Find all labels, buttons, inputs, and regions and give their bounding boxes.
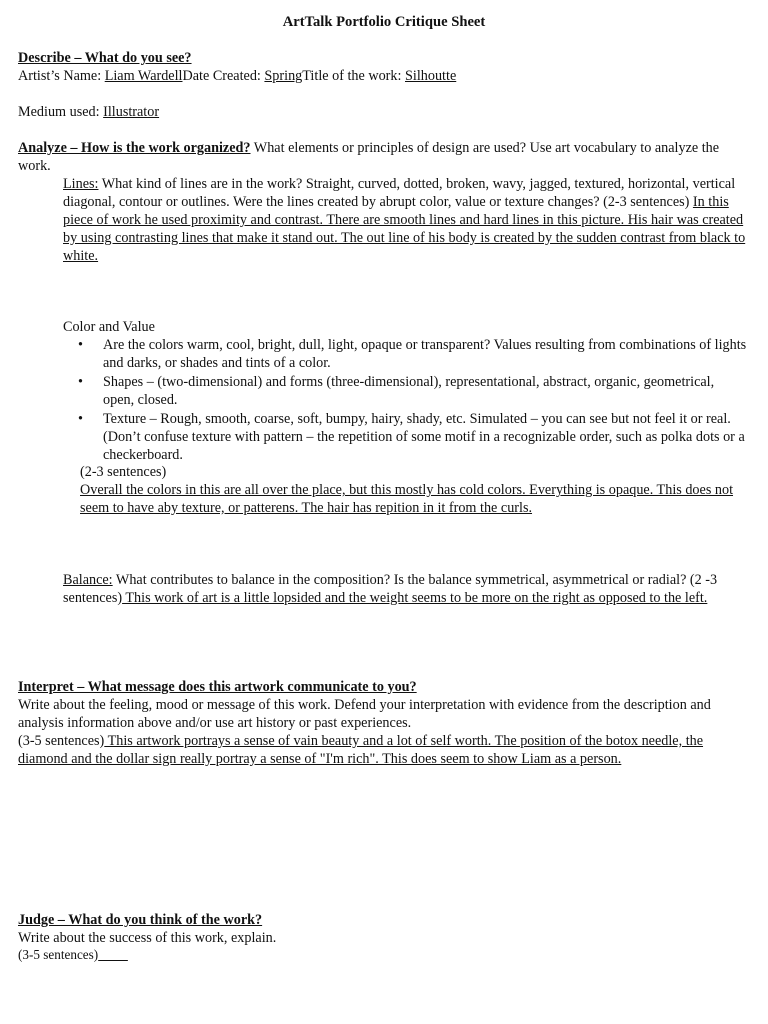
list-item: • Are the colors warm, cool, bright, dull, light, opaque or transparent? Values resulting from combinations of lights and darks, or shades and tints of a color. bbox=[78, 337, 747, 371]
work-title-value: Silhoutte bbox=[405, 68, 457, 84]
medium-label: Medium used: bbox=[18, 104, 100, 120]
analyze-section bbox=[18, 139, 748, 175]
interpret-heading: Interpret – What message does this artwork communicate to you? bbox=[18, 679, 417, 695]
judge-heading: Judge – What do you think of the work? bbox=[18, 912, 263, 928]
bullet-icon: • bbox=[78, 411, 83, 427]
bullet-icon: • bbox=[78, 337, 83, 353]
judge-prompt: Write about the success of this work, explain. bbox=[18, 930, 277, 946]
list-item: • Shapes – (two-dimensional) and forms (three-dimensional), representational, abstract, organic, geometrical, open, closed. bbox=[78, 374, 715, 408]
page-title: ArtTalk Portfolio Critique Sheet bbox=[282, 14, 486, 30]
interpret-answer: This artwork portrays a sense of vain beauty and a lot of self worth. The position of the botox needle, the diamond and the dollar sign really portray a sense of "I'm rich". This does seem to show Liam as a person. bbox=[18, 733, 704, 767]
work-title-label: Title of the work: bbox=[302, 68, 402, 84]
judge-answer-blank bbox=[98, 947, 128, 962]
analyze-prompt: What elements or principles of design are used? Use art vocabulary to analyze the work. bbox=[18, 140, 720, 174]
bullet-icon: • bbox=[78, 374, 83, 390]
color-answer: Overall the colors in this are all over the place, but this mostly has cold colors. Everything is opaque. This does not seem to have aby texture, or patterens. The hair has repition in it from the curls. bbox=[80, 482, 734, 516]
color-sentences-note: (2-3 sentences) bbox=[80, 464, 167, 480]
interpret-sentences: (3-5 sentences) bbox=[18, 733, 105, 749]
artist-value: Liam Wardell bbox=[104, 68, 183, 84]
interpret-answer-block bbox=[18, 732, 748, 768]
date-value: Spring bbox=[264, 68, 303, 84]
judge-sentences: (3-5 sentences) bbox=[18, 947, 99, 962]
balance-section bbox=[63, 571, 748, 607]
artist-label: Artist’s Name: bbox=[18, 68, 102, 84]
date-label: Date Created: bbox=[182, 68, 261, 84]
medium-value: Illustrator bbox=[103, 104, 160, 120]
judge-answer-block bbox=[18, 946, 748, 964]
lines-label: Lines: bbox=[63, 176, 99, 192]
balance-label: Balance: bbox=[63, 572, 113, 588]
lines-prompt: What kind of lines are in the work? Straight, curved, dotted, broken, wavy, jagged, textured, horizontal, vertical diagonal, contour or outlines. Were the lines created by abrupt color, value or texture changes? (2-3 sentences) bbox=[63, 176, 736, 210]
lines-section bbox=[63, 175, 748, 265]
balance-answer: This work of art is a little lopsided and the weight seems to be more on the right as opposed to the left. bbox=[122, 590, 708, 606]
list-item: • Texture – Rough, smooth, coarse, soft, bumpy, hairy, shady, etc. Simulated – you can see but not feel it or real. (Don’t confuse texture with pattern – the repetition of some motif in a recognizable order, such as polka dots or a checkerboard. bbox=[78, 411, 745, 463]
color-value-label: Color and Value bbox=[63, 319, 155, 335]
balance-prompt: What contributes to balance in the composition? Is the balance symmetrical, asymmetrical or radial? (2 -3 sentences) bbox=[63, 572, 718, 606]
color-bullet-list bbox=[63, 336, 748, 464]
artist-info-line bbox=[18, 67, 748, 85]
medium-line bbox=[18, 103, 748, 121]
lines-answer: In this piece of work he used proximity and contrast. There are smooth lines and hard lines in this picture. His hair was created by using contrasting lines that make it stand out. The out line of his body is created by the sudden contrast from black to white. bbox=[63, 194, 746, 264]
describe-heading: Describe – What do you see? bbox=[18, 50, 192, 66]
analyze-heading: Analyze – How is the work organized? bbox=[18, 140, 251, 156]
interpret-prompt: Write about the feeling, mood or message of this work. Defend your interpretation with evidence from the description and analysis information above and/or use art history or past experiences. bbox=[18, 697, 711, 731]
